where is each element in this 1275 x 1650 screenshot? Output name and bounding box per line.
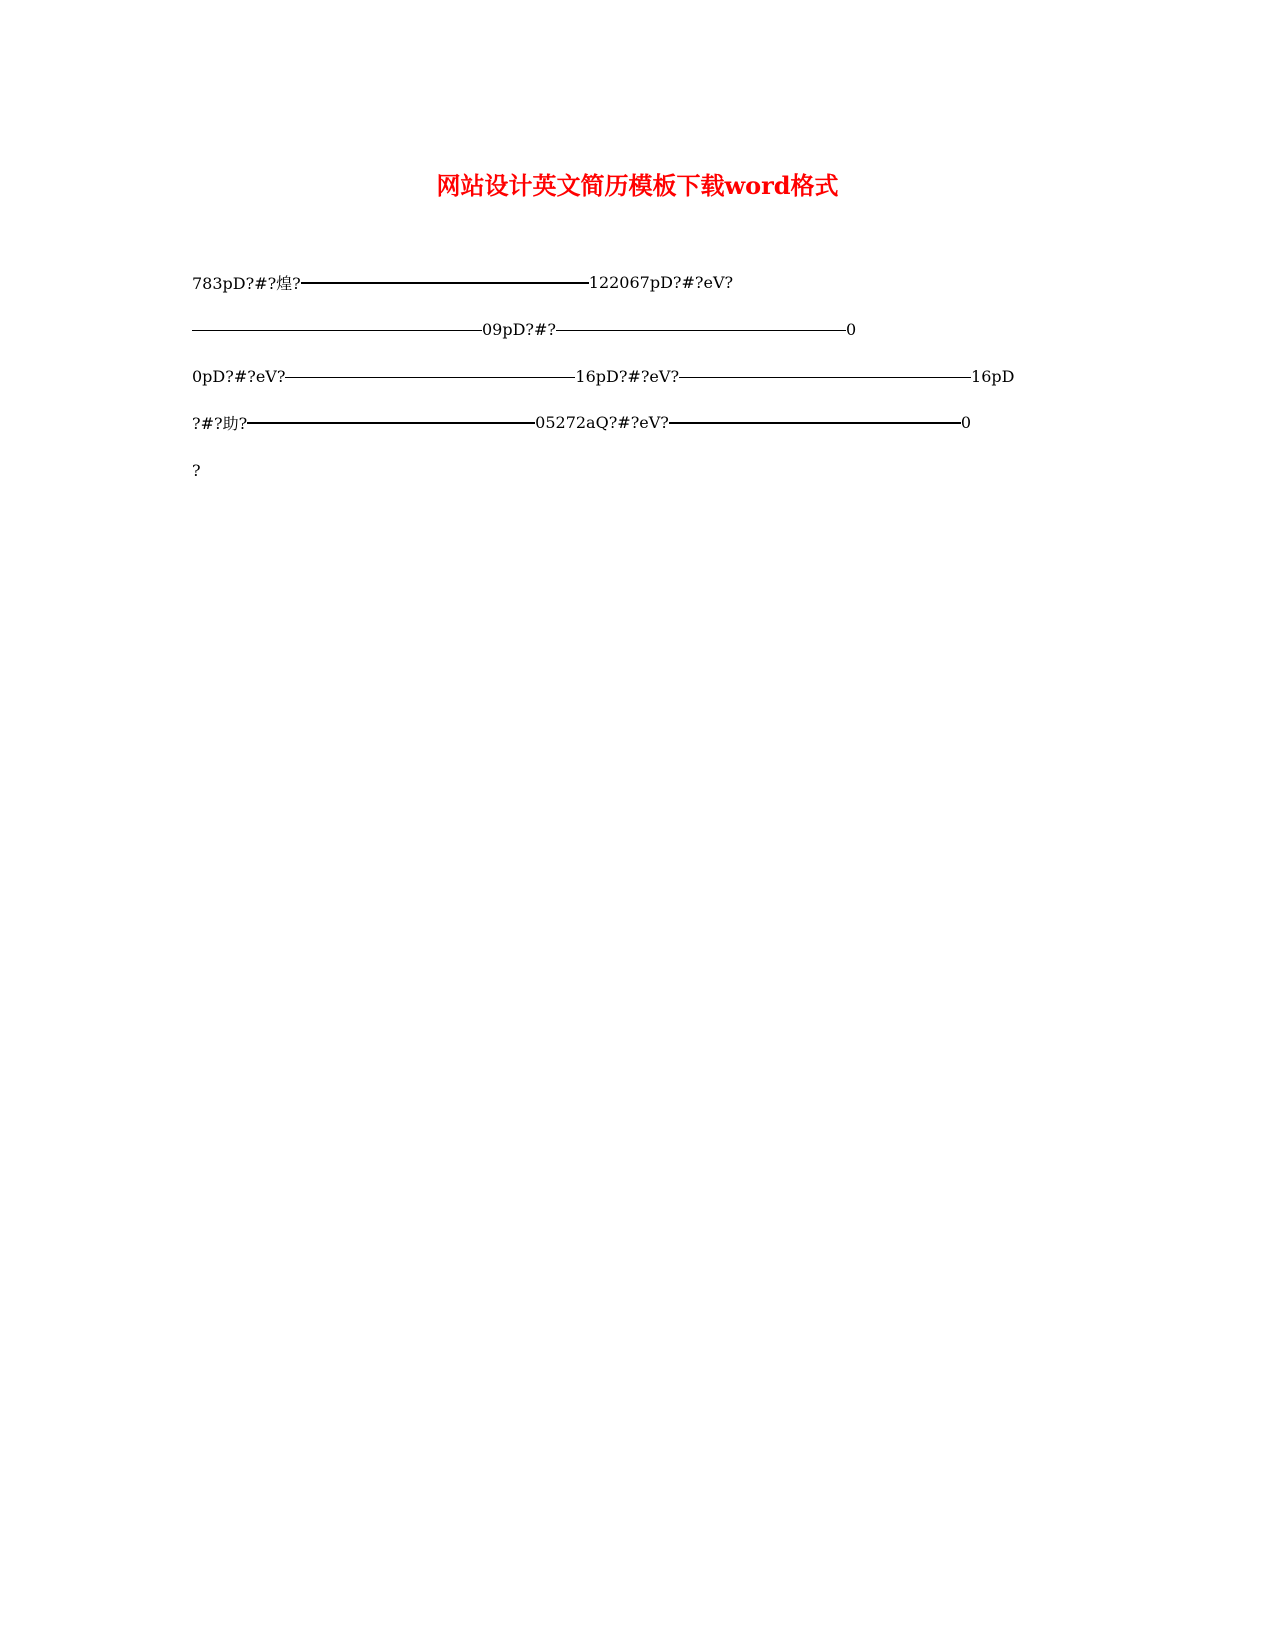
text-line-5 xyxy=(192,456,201,484)
text-segment: 09pD?#? xyxy=(482,319,556,339)
text-segment: 16pD?#?eV? xyxy=(575,366,680,386)
text-line-1 xyxy=(192,268,733,296)
underline-rule xyxy=(556,330,846,331)
underline-rule xyxy=(247,422,535,424)
text-segment: ? xyxy=(192,460,201,480)
underline-rule xyxy=(679,377,971,378)
text-line-4 xyxy=(192,408,971,436)
text-segment: 05272aQ?#?eV? xyxy=(535,412,669,432)
text-segment: 0 xyxy=(960,412,972,432)
text-segment: 16pD xyxy=(971,366,1015,386)
underline-rule xyxy=(192,330,482,331)
text-segment: ?#?助? xyxy=(192,413,248,433)
text-line-2 xyxy=(192,315,856,343)
text-segment: 0pD?#?eV? xyxy=(192,366,286,386)
text-line-3 xyxy=(192,362,1014,390)
text-segment: 122067pD?#?eV? xyxy=(588,272,734,292)
text-segment: 0 xyxy=(846,319,857,339)
document-title: 网站设计英文简历模板下载word格式 xyxy=(436,171,839,200)
underline-rule xyxy=(285,377,575,378)
underline-rule xyxy=(669,422,961,424)
text-segment: 783pD?#?煌? xyxy=(192,273,301,293)
underline-rule xyxy=(301,282,589,284)
